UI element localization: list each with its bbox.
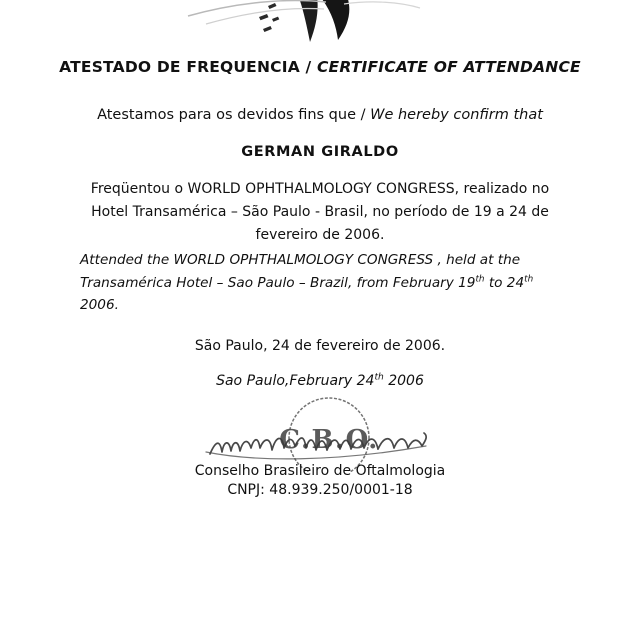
date-en-ordinal: th [374, 372, 384, 383]
body-en-ordinal-2: th [524, 273, 534, 284]
title-separator: / [299, 58, 317, 76]
date-en-suffix: 2006 [383, 373, 424, 389]
title-pt: ATESTADO DE FREQUENCIA [59, 58, 300, 76]
confirmation-line [0, 107, 640, 123]
body-pt-line-2: Hotel Transamérica – São Paulo - Brasil, no período de 19 a 24 de [91, 204, 549, 220]
date-en-prefix: Sao Paulo,February 24 [216, 373, 375, 389]
body-en-segment-1: Attended the WORLD OPHTHALMOLOGY CONGRESS , held at the Transamérica Hotel – Sao Paulo – Brazil, from February 19 [80, 252, 521, 291]
body-pt-line-1: Freqüentou o WORLD OPHTHALMOLOGY CONGRESS, realizado no [90, 181, 550, 197]
body-paragraph-portuguese [80, 178, 560, 247]
body-en-ordinal-1: th [475, 273, 485, 284]
footer-organization: Conselho Brasileiro de Oftalmologia [194, 463, 446, 479]
body-en-segment-3: 2006. [80, 297, 119, 313]
seal-and-signature [196, 396, 446, 472]
body-en-segment-2: to 24 [484, 274, 525, 291]
confirmation-en: We hereby confirm that [370, 107, 543, 123]
seal-text: C.B.O. [279, 425, 379, 455]
body-pt-line-3: fevereiro de 2006. [255, 227, 385, 243]
confirmation-pt: Atestamos para os devidos fins que [97, 107, 356, 123]
page-title [0, 58, 640, 76]
recipient-name: GERMAN GIRALDO [241, 144, 399, 160]
confirmation-separator: / [356, 107, 371, 123]
cbo-swoosh-logo-icon [0, 0, 640, 46]
date-line-portuguese: São Paulo, 24 de fevereiro de 2006. [194, 338, 446, 354]
date-line-english [0, 373, 640, 389]
footer-cnpj: CNPJ: 48.939.250/0001-18 [227, 482, 413, 498]
body-paragraph-english [80, 249, 572, 317]
title-en: CERTIFICATE OF ATTENDANCE [316, 58, 581, 76]
